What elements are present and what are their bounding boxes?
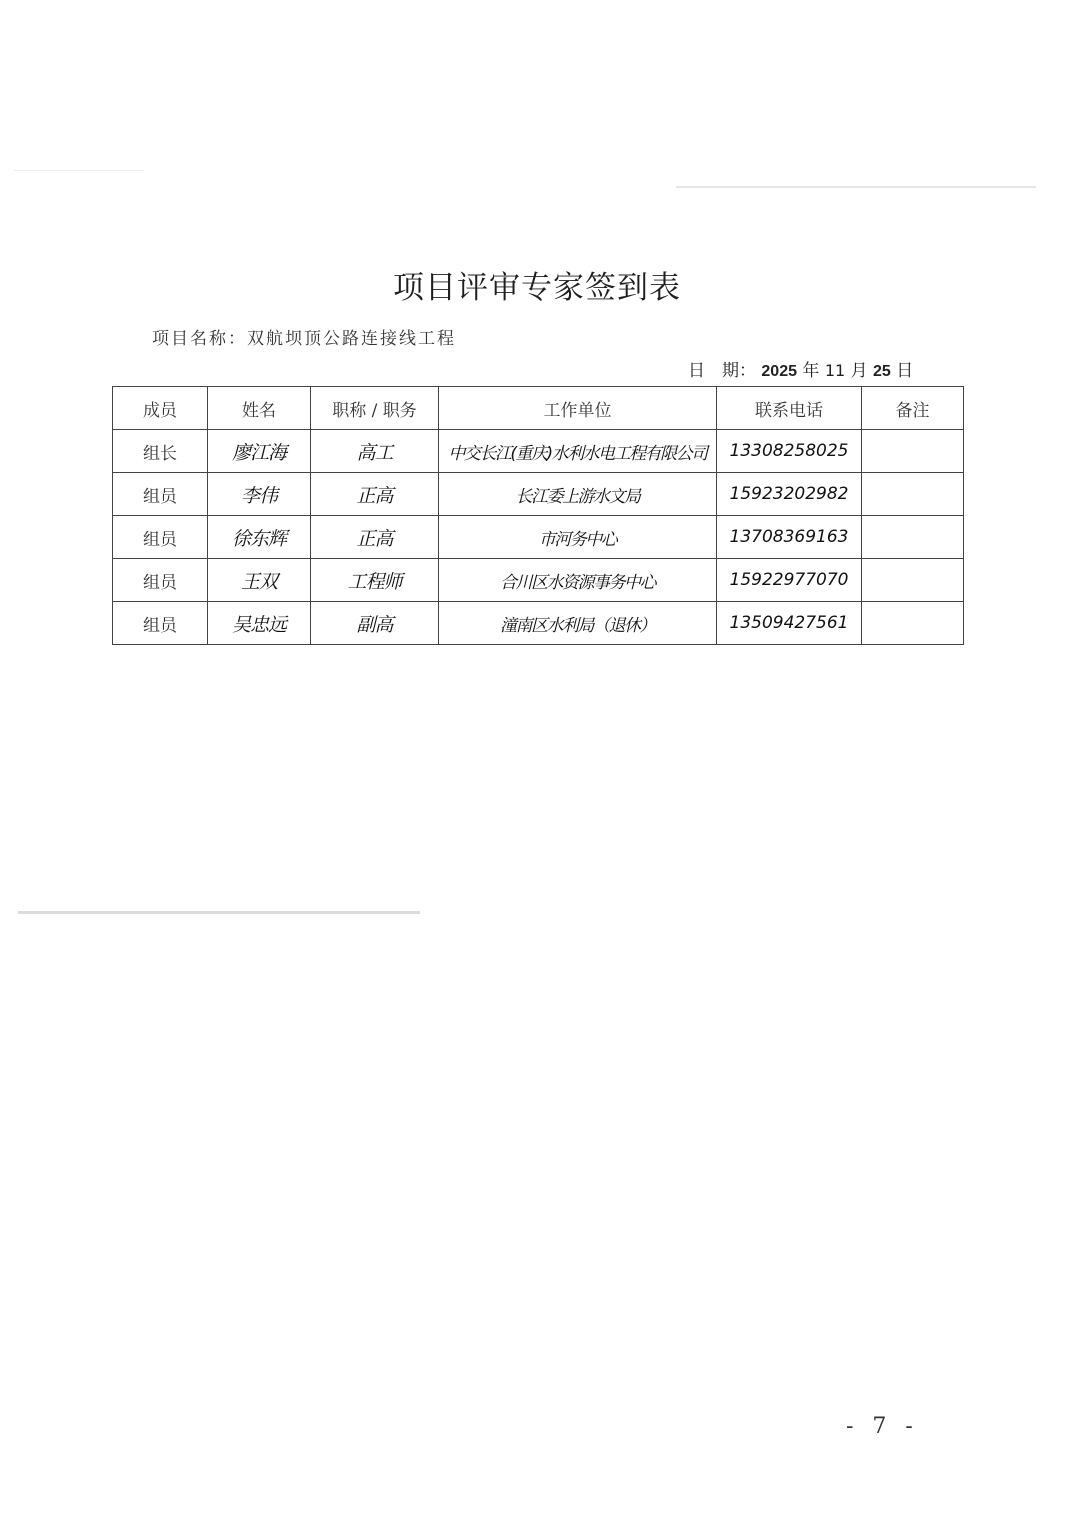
scan-artifact-line bbox=[676, 186, 1036, 188]
project-name-label: 项目名称： bbox=[152, 329, 247, 349]
cell-remark bbox=[862, 559, 964, 602]
cell-name-signature: 吴忠远 bbox=[208, 602, 311, 645]
cell-remark bbox=[862, 473, 964, 516]
header-remark: 备注 bbox=[862, 387, 964, 430]
table-row bbox=[113, 473, 964, 516]
cell-phone: 13708369163 bbox=[717, 516, 862, 559]
cell-name-signature: 王双 bbox=[208, 559, 311, 602]
date-year-unit: 年 bbox=[802, 361, 820, 381]
header-title: 职称 / 职务 bbox=[311, 387, 439, 430]
date-month: 11 bbox=[824, 361, 846, 380]
cell-unit: 长江委上游水文局 bbox=[439, 473, 717, 516]
cell-member: 组员 bbox=[113, 516, 208, 559]
date-day-unit: 日 bbox=[896, 361, 914, 381]
date-year: 2025 bbox=[761, 363, 797, 380]
cell-member: 组员 bbox=[113, 473, 208, 516]
cell-name-signature: 李伟 bbox=[208, 473, 311, 516]
cell-phone: 15923202982 bbox=[717, 473, 862, 516]
scan-artifact-line bbox=[18, 911, 420, 914]
cell-title: 副高 bbox=[311, 602, 439, 645]
cell-title: 正高 bbox=[311, 516, 439, 559]
table-header-row bbox=[113, 387, 964, 430]
cell-member: 组员 bbox=[113, 559, 208, 602]
date-label: 日 期： bbox=[688, 361, 756, 381]
cell-member: 组长 bbox=[113, 430, 208, 473]
document-title: 项目评审专家签到表 bbox=[393, 270, 681, 306]
cell-phone: 15922977070 bbox=[717, 559, 862, 602]
table-row bbox=[113, 516, 964, 559]
project-name-line bbox=[152, 324, 456, 349]
date-day: 25 bbox=[872, 363, 891, 380]
date-line bbox=[688, 356, 913, 381]
cell-name-signature: 廖江海 bbox=[208, 430, 311, 473]
expert-signin-table bbox=[112, 386, 964, 645]
header-unit: 工作单位 bbox=[439, 387, 717, 430]
header-phone: 联系电话 bbox=[717, 387, 862, 430]
cell-unit: 潼南区水利局（退休） bbox=[439, 602, 717, 645]
cell-phone: 13509427561 bbox=[717, 602, 862, 645]
page-number: - 7 - bbox=[846, 1414, 919, 1439]
header-member: 成员 bbox=[113, 387, 208, 430]
project-name-value: 双航坝顶公路连接线工程 bbox=[247, 329, 456, 349]
cell-unit: 中交长江(重庆)水利水电工程有限公司 bbox=[439, 430, 717, 473]
cell-title: 正高 bbox=[311, 473, 439, 516]
cell-title: 工程师 bbox=[311, 559, 439, 602]
table-row bbox=[113, 602, 964, 645]
cell-unit: 合川区水资源事务中心 bbox=[439, 559, 717, 602]
cell-phone: 13308258025 bbox=[717, 430, 862, 473]
cell-member: 组员 bbox=[113, 602, 208, 645]
date-month-unit: 月 bbox=[850, 361, 868, 381]
cell-remark bbox=[862, 516, 964, 559]
scan-artifact-line bbox=[14, 170, 144, 171]
cell-remark bbox=[862, 602, 964, 645]
table-row bbox=[113, 559, 964, 602]
header-name: 姓名 bbox=[208, 387, 311, 430]
table-row bbox=[113, 430, 964, 473]
cell-name-signature: 徐东辉 bbox=[208, 516, 311, 559]
cell-remark bbox=[862, 430, 964, 473]
cell-unit: 市河务中心 bbox=[439, 516, 717, 559]
cell-title: 高工 bbox=[311, 430, 439, 473]
